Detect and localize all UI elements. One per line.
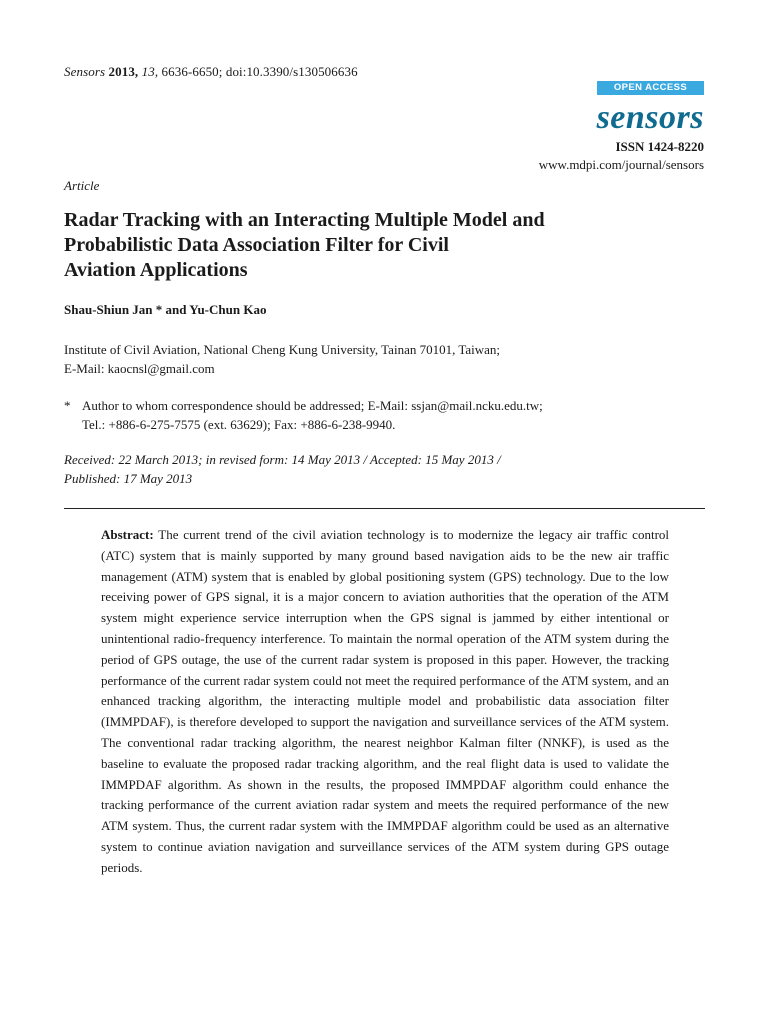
title-line: Aviation Applications xyxy=(64,259,248,281)
citation-line xyxy=(64,64,358,80)
dates-line: Received: 22 March 2013; in revised form: 14 May 2013 / Accepted: 15 May 2013 / xyxy=(64,452,501,467)
citation-volume: 13, xyxy=(141,64,159,79)
abstract-text: The current trend of the civil aviation technology is to modernize the legacy air traffic control (ATC) system that is mainly supported by many ground based navigation aids to be the new air traffic management (ATM) system that is enabled by global positioning system (GPS) technology. Due to the low receiving power of GPS signal, it is a major concern to aviation authorities that the operation of the ATM system might experience service interruption when the GPS signal is jammed by either intentional or unintentional radio-frequency interference. To maintain the normal operation of the ATM system during the period of GPS outage, the use of the current radar system is proposed in this paper. However, the tracking performance of the current radar system could not meet the required performance of the ATM system, and an enhanced tracking algorithm, the interacting multiple model and probabilistic data association filter (IMMPDAF), is therefore developed to support the navigation and surveillance services of the ATM system. The conventional radar tracking algorithm, the nearest neighbor Kalman filter (NNKF), is used as the baseline to evaluate the proposed radar tracking algorithm, and the real flight data is used to validate the IMMPDAF algorithm. As shown in the results, the proposed IMMPDAF algorithm could enhance the tracking performance of the current aviation radar system and meets the required performance of the new ATM system. Thus, the current radar system with the IMMPDAF algorithm could be used as an alternative system to continue aviation navigation and surveillance services of the ATM system during GPS outage periods. xyxy=(101,527,670,875)
article-type: Article xyxy=(64,178,100,193)
correspondence-phone: Tel.: +886-6-275-7575 (ext. 63629); Fax: +886-6-238-9940. xyxy=(82,417,396,432)
section-divider xyxy=(64,508,705,509)
issn: ISSN 1424-8220 xyxy=(615,139,704,154)
journal-url-link[interactable]: www.mdpi.com/journal/sensors xyxy=(538,157,704,172)
title-line: Radar Tracking with an Interacting Multiple Model and xyxy=(64,209,545,231)
abstract-label: Abstract: xyxy=(101,527,154,542)
journal-name: Sensors xyxy=(64,64,106,79)
title-line: Probabilistic Data Association Filter for Civil xyxy=(64,234,449,256)
affiliation-email: E-Mail: kaocnsl@gmail.com xyxy=(64,361,215,376)
abstract xyxy=(101,525,669,879)
citation-year: 2013, xyxy=(108,64,139,79)
dates-line: Published: 17 May 2013 xyxy=(64,471,193,486)
citation-pages-doi: 6636-6650; doi:10.3390/s130506636 xyxy=(161,64,358,79)
author-list: Shau-Shiun Jan * and Yu-Chun Kao xyxy=(64,302,267,317)
paper-title xyxy=(64,208,684,283)
journal-logo: sensors xyxy=(596,99,704,136)
open-access-badge: OPEN ACCESS xyxy=(597,81,704,95)
affiliation xyxy=(64,340,500,378)
correspondence-email: Author to whom correspondence should be addressed; E-Mail: ssjan@mail.ncku.edu.tw; xyxy=(82,398,543,413)
asterisk-marker: * xyxy=(64,398,71,413)
publication-dates xyxy=(64,450,501,488)
affiliation-institution: Institute of Civil Aviation, National Cheng Kung University, Tainan 70101, Taiwan; xyxy=(64,342,501,357)
